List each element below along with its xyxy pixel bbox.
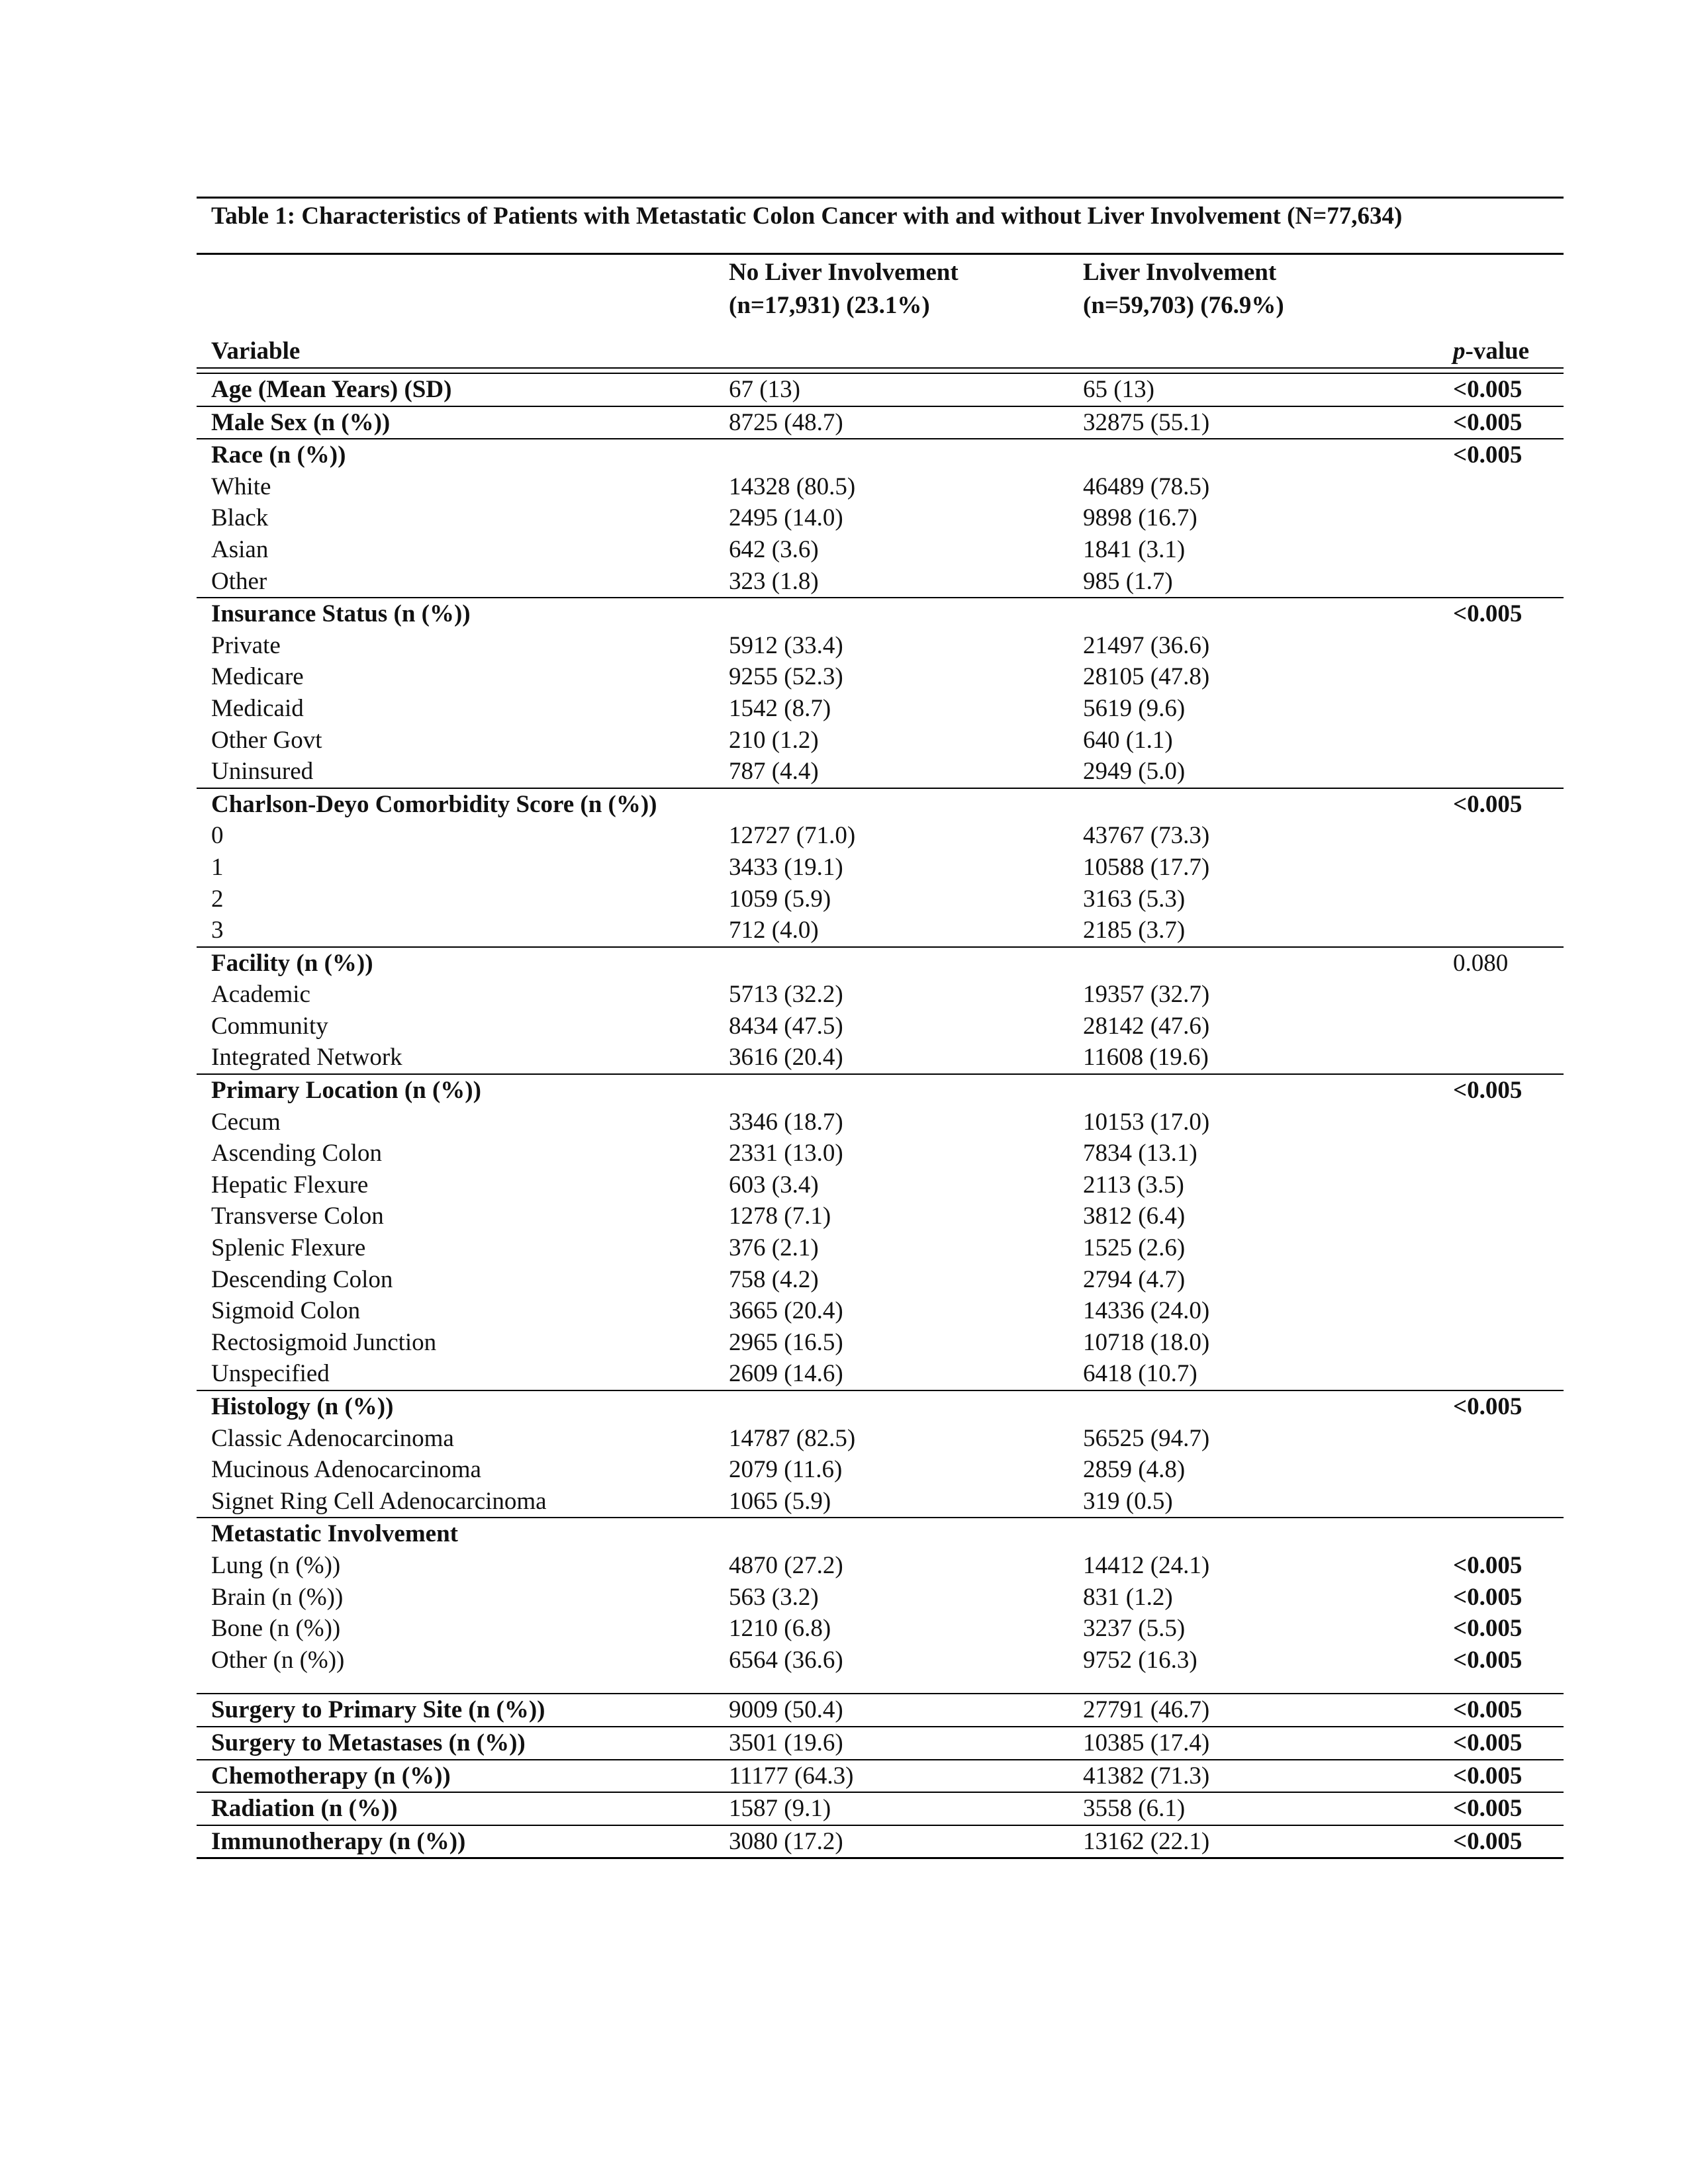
- table-row: [197, 1327, 1564, 1359]
- table-row: [197, 1454, 1564, 1486]
- no-liver-value: 1059 (5.9): [729, 885, 831, 913]
- document-page: [197, 197, 1564, 1859]
- p-value: [1437, 1327, 1564, 1359]
- no-liver-value: [729, 947, 1083, 979]
- row-label: Hepatic Flexure: [211, 1171, 369, 1199]
- row-label: Classic Adenocarcinoma: [211, 1424, 454, 1452]
- no-liver-value: 1065 (5.9): [729, 1487, 831, 1515]
- table-row: [197, 979, 1564, 1011]
- row-label: Race (n (%)): [197, 439, 729, 471]
- p-value: [1437, 1454, 1564, 1486]
- p-value: [1437, 1232, 1564, 1264]
- p-value: [1437, 661, 1564, 693]
- liver-value: 640 (1.1): [1083, 726, 1173, 754]
- p-value: [1437, 534, 1564, 566]
- liver-value: 56525 (94.7): [1083, 1424, 1210, 1452]
- liver-value: 2113 (3.5): [1083, 1171, 1184, 1199]
- no-liver-value: 787 (4.4): [729, 758, 819, 786]
- p-value: [1437, 1201, 1564, 1232]
- liver-value: 985 (1.7): [1083, 567, 1173, 595]
- no-liver-value: 323 (1.8): [729, 567, 819, 595]
- no-liver-value: 1587 (9.1): [729, 1792, 1083, 1825]
- table-row: [197, 1486, 1564, 1518]
- table-row: [197, 884, 1564, 915]
- header-no-liver-line2: (n=17,931) (23.1%): [729, 292, 930, 319]
- p-value: <0.005: [1453, 1646, 1523, 1674]
- liver-value: [1083, 439, 1437, 471]
- no-liver-value: 2079 (11.6): [729, 1456, 843, 1484]
- no-liver-value: [729, 439, 1083, 471]
- p-value: <0.005: [1437, 373, 1564, 406]
- table-row: [197, 756, 1564, 788]
- table-row: [197, 693, 1564, 725]
- row-label: Facility (n (%)): [197, 947, 729, 979]
- header-variable: Variable: [197, 321, 729, 368]
- p-value: [1437, 979, 1564, 1011]
- no-liver-value: 4870 (27.2): [729, 1551, 843, 1579]
- no-liver-value: 758 (4.2): [729, 1265, 819, 1293]
- liver-value: 32875 (55.1): [1083, 406, 1437, 439]
- table-row: [197, 439, 1564, 471]
- liver-value: 10385 (17.4): [1083, 1727, 1437, 1760]
- no-liver-value: 3501 (19.6): [729, 1727, 1083, 1760]
- table-row: [197, 1201, 1564, 1232]
- spacer-row: [197, 1676, 1564, 1694]
- p-value: [1437, 1042, 1564, 1074]
- row-label: Private: [211, 631, 281, 659]
- no-liver-value: 1210 (6.8): [729, 1615, 831, 1643]
- no-liver-value: 9009 (50.4): [729, 1694, 1083, 1727]
- row-label: Other: [211, 567, 267, 595]
- table-row: [197, 1264, 1564, 1296]
- table-row: [197, 1138, 1564, 1169]
- liver-value: 3812 (6.4): [1083, 1203, 1186, 1230]
- header-no-liver-line1: No Liver Involvement: [729, 259, 959, 286]
- no-liver-value: 2965 (16.5): [729, 1328, 843, 1356]
- no-liver-value: 5713 (32.2): [729, 981, 843, 1009]
- p-value: 0.080: [1437, 947, 1564, 979]
- table-body: [197, 368, 1564, 1858]
- p-value: <0.005: [1437, 1760, 1564, 1793]
- liver-value: [1083, 598, 1437, 630]
- no-liver-value: [729, 1074, 1083, 1107]
- no-liver-value: 14328 (80.5): [729, 473, 856, 500]
- row-label: Unspecified: [211, 1360, 330, 1388]
- table-row: [197, 1613, 1564, 1645]
- liver-value: [1083, 1074, 1437, 1107]
- liver-value: [1083, 947, 1437, 979]
- table-row: [197, 661, 1564, 693]
- table-row: [197, 471, 1564, 503]
- row-label: Immunotherapy (n (%)): [197, 1825, 729, 1858]
- table-row: [197, 1550, 1564, 1582]
- row-label: Sigmoid Colon: [211, 1297, 361, 1325]
- table-row: [197, 1582, 1564, 1614]
- p-value: [1437, 1358, 1564, 1390]
- liver-value: 21497 (36.6): [1083, 631, 1210, 659]
- liver-value: 11608 (19.6): [1083, 1044, 1209, 1071]
- row-label: Descending Colon: [211, 1265, 393, 1293]
- table-row: [197, 630, 1564, 662]
- liver-value: 7834 (13.1): [1083, 1140, 1197, 1167]
- liver-value: 13162 (22.1): [1083, 1825, 1437, 1858]
- p-value: [1437, 915, 1564, 947]
- no-liver-value: 376 (2.1): [729, 1234, 819, 1262]
- row-label: Academic: [211, 981, 310, 1009]
- header-pvalue: [1437, 321, 1564, 368]
- p-value: [1437, 1486, 1564, 1518]
- row-label: Other Govt: [211, 726, 322, 754]
- header-liver-line1: Liver Involvement: [1083, 259, 1277, 286]
- no-liver-value: [729, 788, 1083, 821]
- no-liver-value: 8725 (48.7): [729, 406, 1083, 439]
- no-liver-value: 5912 (33.4): [729, 631, 843, 659]
- table-row: [197, 1074, 1564, 1107]
- table-row: [197, 1825, 1564, 1858]
- p-value: [1437, 1295, 1564, 1327]
- liver-value: 5619 (9.6): [1083, 694, 1186, 722]
- no-liver-value: [729, 598, 1083, 630]
- no-liver-value: 563 (3.2): [729, 1583, 819, 1611]
- header-pvalue-rest: -value: [1465, 338, 1530, 365]
- no-liver-value: 2331 (13.0): [729, 1140, 843, 1167]
- p-value: <0.005: [1437, 1792, 1564, 1825]
- table-row: [197, 1232, 1564, 1264]
- liver-value: 2859 (4.8): [1083, 1456, 1186, 1484]
- liver-value: 6418 (10.7): [1083, 1360, 1197, 1388]
- no-liver-value: 603 (3.4): [729, 1171, 819, 1199]
- p-value: <0.005: [1453, 1551, 1523, 1579]
- row-label: Asian: [211, 535, 269, 563]
- table-row: [197, 373, 1564, 406]
- no-liver-value: 3080 (17.2): [729, 1825, 1083, 1858]
- no-liver-value: 210 (1.2): [729, 726, 819, 754]
- p-value: <0.005: [1453, 1583, 1523, 1611]
- liver-value: 10718 (18.0): [1083, 1328, 1210, 1356]
- row-label: Lung (n (%)): [211, 1551, 341, 1579]
- table-row: [197, 1295, 1564, 1327]
- table-row: [197, 1358, 1564, 1390]
- p-value: <0.005: [1437, 1694, 1564, 1727]
- table-caption: Table 1: Characteristics of Patients with Metastatic Colon Cancer with and without Liver Involvement (N=77,634): [197, 197, 1564, 255]
- table-row: [197, 598, 1564, 630]
- p-value: [1437, 630, 1564, 662]
- no-liver-value: [729, 1390, 1083, 1423]
- table-row: [197, 534, 1564, 566]
- liver-value: 14336 (24.0): [1083, 1297, 1210, 1325]
- row-label: Black: [211, 504, 269, 532]
- row-label: Metastatic Involvement: [197, 1518, 729, 1550]
- row-label: Signet Ring Cell Adenocarcinoma: [211, 1487, 547, 1515]
- p-value: [1437, 1011, 1564, 1042]
- liver-value: 46489 (78.5): [1083, 473, 1210, 500]
- row-label: Primary Location (n (%)): [197, 1074, 729, 1107]
- p-value: [1437, 756, 1564, 788]
- row-label: Uninsured: [211, 758, 314, 786]
- no-liver-value: 11177 (64.3): [729, 1760, 1083, 1793]
- p-value: <0.005: [1437, 788, 1564, 821]
- liver-value: 2794 (4.7): [1083, 1265, 1186, 1293]
- liver-value: 9898 (16.7): [1083, 504, 1197, 532]
- liver-value: 19357 (32.7): [1083, 981, 1210, 1009]
- row-label: Surgery to Primary Site (n (%)): [197, 1694, 729, 1727]
- table-row: [197, 566, 1564, 598]
- liver-value: 28105 (47.8): [1083, 663, 1210, 691]
- table-row: [197, 725, 1564, 756]
- row-label: Surgery to Metastases (n (%)): [197, 1727, 729, 1760]
- liver-value: [1083, 1390, 1437, 1423]
- row-label: Brain (n (%)): [211, 1583, 344, 1611]
- liver-value: 319 (0.5): [1083, 1487, 1173, 1515]
- liver-value: 3163 (5.3): [1083, 885, 1186, 913]
- p-value: [1437, 566, 1564, 598]
- table-row: [197, 947, 1564, 979]
- liver-value: 10153 (17.0): [1083, 1108, 1210, 1136]
- table-row: [197, 502, 1564, 534]
- row-label: Ascending Colon: [211, 1140, 382, 1167]
- no-liver-value: 6564 (36.6): [729, 1646, 843, 1674]
- row-label: Community: [211, 1012, 328, 1040]
- no-liver-value: 3433 (19.1): [729, 853, 843, 881]
- table-row: [197, 820, 1564, 852]
- no-liver-value: 12727 (71.0): [729, 822, 856, 850]
- no-liver-value: 67 (13): [729, 373, 1083, 406]
- row-label: Medicaid: [211, 694, 304, 722]
- p-value: [1437, 1264, 1564, 1296]
- p-value: [1437, 884, 1564, 915]
- row-label: Male Sex (n (%)): [197, 406, 729, 439]
- p-value: [1437, 1107, 1564, 1138]
- table-row: [197, 1423, 1564, 1455]
- row-label: Histology (n (%)): [197, 1390, 729, 1423]
- table-header: [197, 255, 1564, 368]
- liver-value: 2185 (3.7): [1083, 917, 1186, 944]
- liver-value: 41382 (71.3): [1083, 1760, 1437, 1793]
- table-row: [197, 1518, 1564, 1550]
- no-liver-value: 8434 (47.5): [729, 1012, 843, 1040]
- liver-value: 65 (13): [1083, 373, 1437, 406]
- row-label: Integrated Network: [211, 1044, 402, 1071]
- no-liver-value: 1542 (8.7): [729, 694, 831, 722]
- table-row: [197, 1645, 1564, 1676]
- p-value: [1437, 693, 1564, 725]
- row-label: Charlson-Deyo Comorbidity Score (n (%)): [197, 788, 729, 821]
- table-row: [197, 852, 1564, 884]
- no-liver-value: 642 (3.6): [729, 535, 819, 563]
- p-value: [1437, 502, 1564, 534]
- p-value: [1437, 820, 1564, 852]
- table-row: [197, 1042, 1564, 1074]
- table-row: [197, 1011, 1564, 1042]
- liver-value: [1083, 1518, 1437, 1550]
- row-label: White: [211, 473, 271, 500]
- table-row: [197, 1390, 1564, 1423]
- row-label: Rectosigmoid Junction: [211, 1328, 437, 1356]
- table-row: [197, 1727, 1564, 1760]
- header-empty: [197, 255, 729, 288]
- liver-value: [1083, 788, 1437, 821]
- liver-value: 27791 (46.7): [1083, 1694, 1437, 1727]
- liver-value: 3237 (5.5): [1083, 1615, 1186, 1643]
- table-row: [197, 915, 1564, 947]
- liver-value: 9752 (16.3): [1083, 1646, 1197, 1674]
- p-value: [1437, 1423, 1564, 1455]
- row-label: 0: [211, 822, 224, 850]
- no-liver-value: 712 (4.0): [729, 917, 819, 944]
- no-liver-value: [729, 1518, 1083, 1550]
- p-value: <0.005: [1453, 1615, 1523, 1643]
- p-value: [1437, 852, 1564, 884]
- p-value: <0.005: [1437, 1825, 1564, 1858]
- no-liver-value: 3346 (18.7): [729, 1108, 843, 1136]
- table-row: [197, 1760, 1564, 1793]
- row-label: Radiation (n (%)): [197, 1792, 729, 1825]
- table-row: [197, 1792, 1564, 1825]
- no-liver-value: 2609 (14.6): [729, 1360, 843, 1388]
- characteristics-table: [197, 255, 1564, 1859]
- row-label: Splenic Flexure: [211, 1234, 366, 1262]
- p-value: <0.005: [1437, 1390, 1564, 1423]
- liver-value: 1525 (2.6): [1083, 1234, 1186, 1262]
- header-pvalue-italic: p: [1453, 338, 1466, 365]
- row-label: Age (Mean Years) (SD): [197, 373, 729, 406]
- row-label: 2: [211, 885, 224, 913]
- liver-value: 28142 (47.6): [1083, 1012, 1210, 1040]
- p-value: [1437, 1169, 1564, 1201]
- p-value: [1437, 1138, 1564, 1169]
- row-label: 1: [211, 853, 224, 881]
- liver-value: 1841 (3.1): [1083, 535, 1186, 563]
- p-value: [1437, 471, 1564, 503]
- row-label: Other (n (%)): [211, 1646, 345, 1674]
- liver-value: 831 (1.2): [1083, 1583, 1173, 1611]
- row-label: Mucinous Adenocarcinoma: [211, 1456, 481, 1484]
- table-row: [197, 406, 1564, 439]
- table-row: [197, 1694, 1564, 1727]
- liver-value: 10588 (17.7): [1083, 853, 1210, 881]
- p-value: <0.005: [1437, 406, 1564, 439]
- liver-value: 14412 (24.1): [1083, 1551, 1210, 1579]
- p-value: <0.005: [1437, 1727, 1564, 1760]
- p-value: <0.005: [1437, 598, 1564, 630]
- no-liver-value: 2495 (14.0): [729, 504, 843, 532]
- no-liver-value: 14787 (82.5): [729, 1424, 856, 1452]
- p-value: <0.005: [1437, 439, 1564, 471]
- row-label: Bone (n (%)): [211, 1615, 341, 1643]
- p-value: [1437, 725, 1564, 756]
- row-label: Insurance Status (n (%)): [197, 598, 729, 630]
- no-liver-value: 3665 (20.4): [729, 1297, 843, 1325]
- p-value: <0.005: [1437, 1074, 1564, 1107]
- liver-value: 43767 (73.3): [1083, 822, 1210, 850]
- row-label: Medicare: [211, 663, 304, 691]
- p-value: [1437, 1518, 1564, 1550]
- no-liver-value: 3616 (20.4): [729, 1044, 843, 1071]
- row-label: 3: [211, 917, 224, 944]
- header-liver-line2: (n=59,703) (76.9%): [1083, 292, 1284, 319]
- row-label: Cecum: [211, 1108, 281, 1136]
- row-label: Chemotherapy (n (%)): [197, 1760, 729, 1793]
- table-row: [197, 788, 1564, 821]
- table-row: [197, 1169, 1564, 1201]
- no-liver-value: 9255 (52.3): [729, 663, 843, 691]
- no-liver-value: 1278 (7.1): [729, 1203, 831, 1230]
- liver-value: 3558 (6.1): [1083, 1792, 1437, 1825]
- table-row: [197, 1107, 1564, 1138]
- row-label: Transverse Colon: [211, 1203, 384, 1230]
- liver-value: 2949 (5.0): [1083, 758, 1186, 786]
